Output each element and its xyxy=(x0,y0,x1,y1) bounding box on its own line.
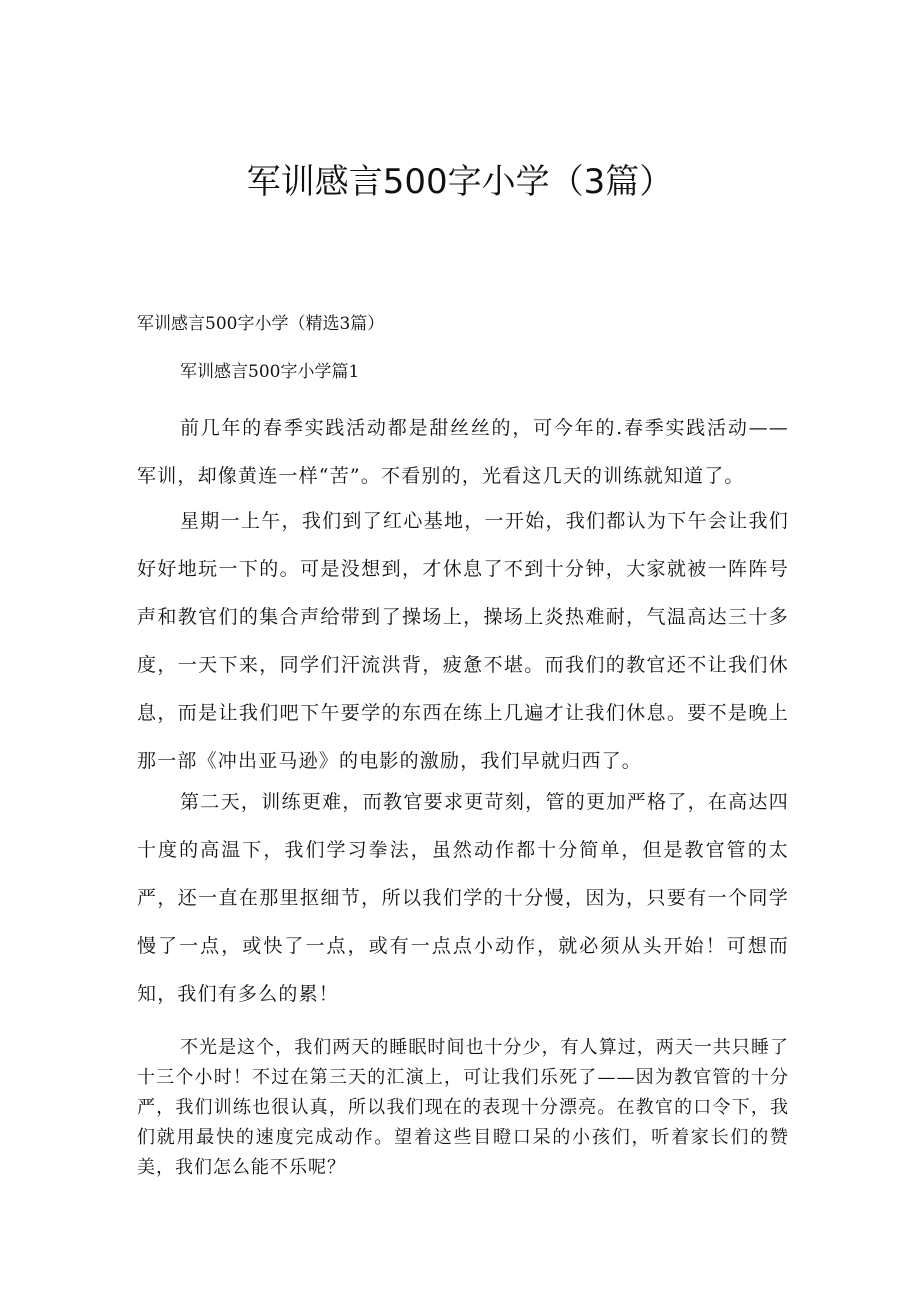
paragraph-3: 第二天，训练更难，而教官要求更苛刻，管的更加严格了，在高达四十度的高温下，我们学习拳法，虽然动作都十分简单，但是教官管的太严，还一直在那里抠细节，所以我们学的十分慢，因为，只要有一个同学慢了一点，或快了一点，或有一点点小动作，就必须从头开始！可想而知，我们有多么的累！ xyxy=(137,791,789,1005)
paragraph-2: 星期一上午，我们到了红心基地，一开始，我们都认为下午会让我们好好地玩一下的。可是没想到，才休息了不到十分钟，大家就被一阵阵号声和教官们的集合声给带到了操场上，操场上炎热难耐，气温高达三十多度，一天下来，同学们汗流洪背，疲惫不堪。而我们的教官还不让我们休息，而是让我们吧下午要学的东西在练上几遍才让我们休息。要不是晚上那一部《冲出亚马逊》的电影的激励，我们早就归西了。 xyxy=(137,510,789,772)
paragraph-1: 前几年的春季实践活动都是甜丝丝的，可今年的.春季实践活动——军训，却像黄连一样“苦”。不看别的，光看这几天的训练就知道了。 xyxy=(137,417,789,487)
section-heading: 军训感言500字小学篇1 xyxy=(180,362,360,382)
document-title: 军训感言500字小学（3篇） xyxy=(246,162,674,202)
paragraph-4: 不光是这个，我们两天的睡眠时间也十分少，有人算过，两天一共只睡了十三个小时！不过在第三天的汇演上，可让我们乐死了——因为教官管的十分严，我们训练也很认真，所以我们现在的表现十分漂亮。在教官的口令下，我们就用最快的速度完成动作。望着这些目瞪口呆的小孩们，听着家长们的赞美，我们怎么能不乐呢？ xyxy=(137,1037,789,1178)
document-subtitle: 军训感言500字小学（精选3篇） xyxy=(137,314,385,334)
